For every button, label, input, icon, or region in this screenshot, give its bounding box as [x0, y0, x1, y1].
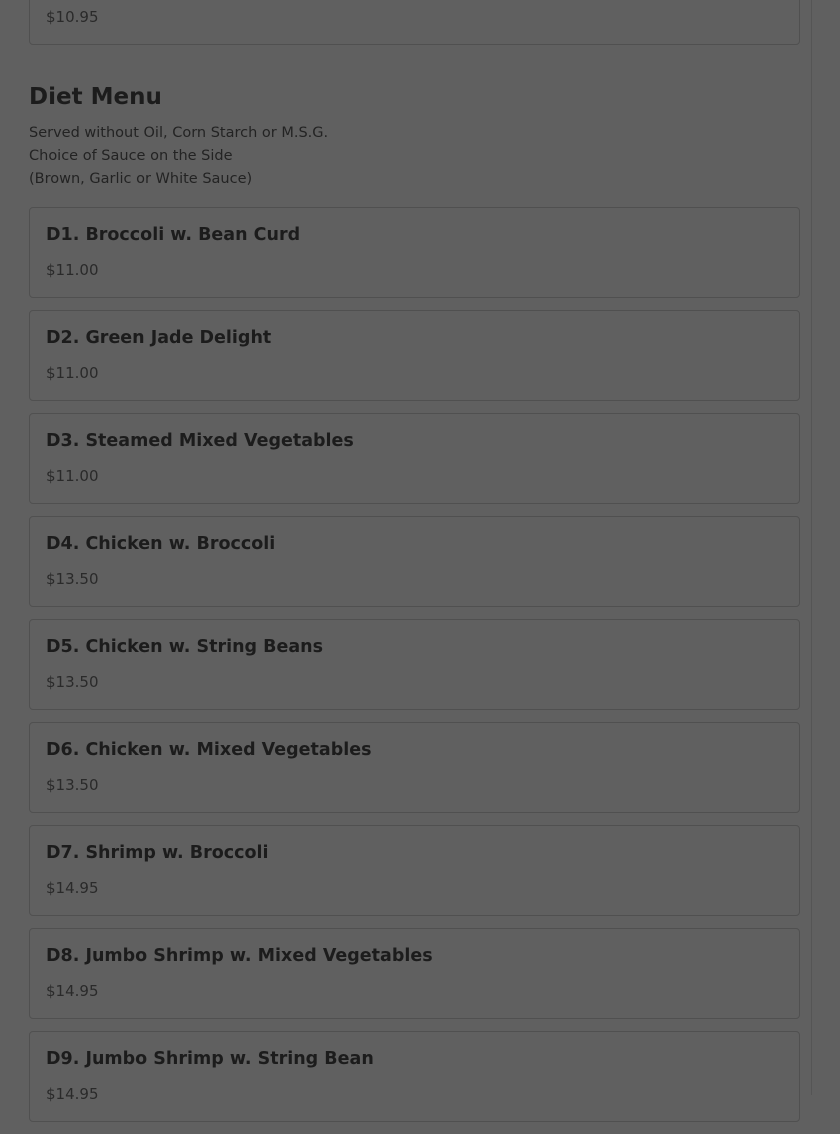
- menu-item-card[interactable]: [29, 413, 800, 504]
- menu-item-card[interactable]: [29, 310, 800, 401]
- menu-item-price: $11.00: [46, 261, 99, 279]
- section-description-line: (Brown, Garlic or White Sauce): [29, 171, 253, 187]
- menu-item-card[interactable]: [29, 619, 800, 710]
- menu-item-name: D6. Chicken w. Mixed Vegetables: [46, 740, 372, 760]
- menu-item-name: D9. Jumbo Shrimp w. String Bean: [46, 1049, 374, 1069]
- menu-item-name: D5. Chicken w. String Beans: [46, 637, 324, 657]
- menu-item-card[interactable]: [29, 516, 800, 607]
- section-description: [29, 122, 328, 191]
- menu-item-name: D7. Shrimp w. Broccoli: [46, 843, 269, 863]
- menu-item-list: [29, 207, 800, 1134]
- menu-item-price: $11.00: [46, 467, 99, 485]
- menu-item-card[interactable]: [29, 1031, 800, 1122]
- menu-item-card-previous[interactable]: [29, 0, 800, 45]
- menu-item-price: $13.50: [46, 570, 99, 588]
- menu-item-name: D1. Broccoli w. Bean Curd: [46, 225, 301, 245]
- menu-item-price: $14.95: [46, 982, 99, 1000]
- section-description-line: Served without Oil, Corn Starch or M.S.G.: [29, 125, 329, 141]
- section-description-line: Choice of Sauce on the Side: [29, 148, 233, 164]
- menu-item-card[interactable]: [29, 928, 800, 1019]
- menu-item-price: $14.95: [46, 879, 99, 897]
- menu-item-price: $13.50: [46, 776, 99, 794]
- menu-item-name: D3. Steamed Mixed Vegetables: [46, 431, 354, 451]
- menu-item-price: $11.00: [46, 364, 99, 382]
- menu-item-price: $10.95: [46, 8, 99, 26]
- menu-item-card[interactable]: [29, 722, 800, 813]
- menu-item-name: D8. Jumbo Shrimp w. Mixed Vegetables: [46, 946, 433, 966]
- menu-item-card[interactable]: [29, 825, 800, 916]
- menu-item-price: $13.50: [46, 673, 99, 691]
- menu-item-name: D4. Chicken w. Broccoli: [46, 534, 276, 554]
- menu-item-name: D2. Green Jade Delight: [46, 328, 272, 348]
- section-title: Diet Menu: [29, 84, 162, 110]
- page-edge-divider: [811, 0, 812, 1095]
- menu-item-card[interactable]: [29, 207, 800, 298]
- menu-item-price: $14.95: [46, 1085, 99, 1103]
